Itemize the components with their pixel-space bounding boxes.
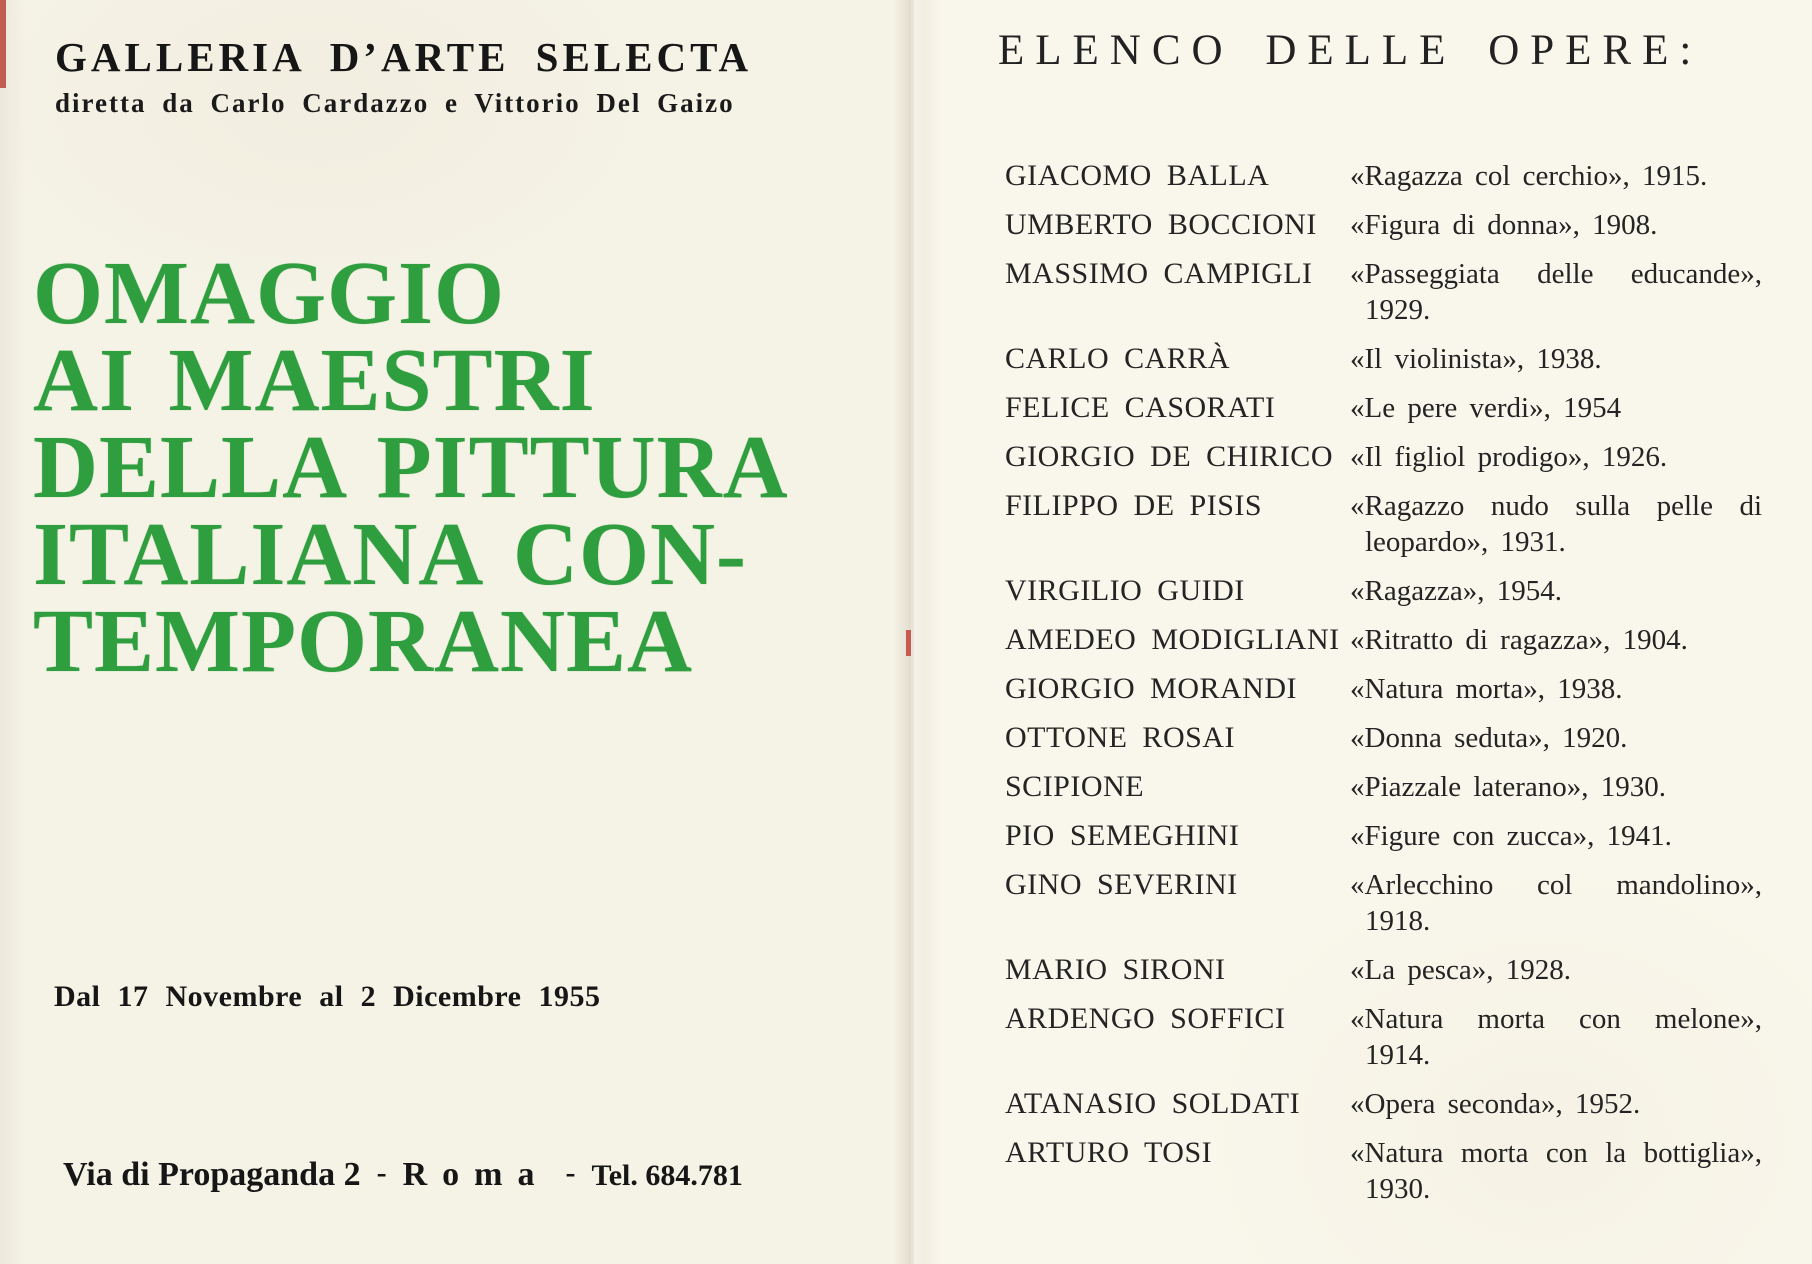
work-title: «Natura morta con melone», 1914. [1350,1003,1762,1071]
address-separator: - [565,1156,576,1189]
work-title: «Opera seconda», 1952. [1350,1088,1641,1120]
work-row [1005,867,1777,939]
work-artist: GIACOMO BALLA [1005,159,1270,192]
work-title: «Figure con zucca», 1941. [1350,820,1672,852]
work-row [1005,769,1777,805]
work-title: «Le pere verdi», 1954 [1350,392,1622,424]
work-title: «Piazzale laterano», 1930. [1350,771,1666,803]
work-row [1005,158,1777,194]
work-row [1005,488,1777,560]
work-title: «Ragazza», 1954. [1350,575,1562,607]
exhibition-title-line: DELLA PITTURA [33,418,789,517]
work-title: «Ritratto di ragazza», 1904. [1350,624,1688,656]
work-title: «Natura morta», 1938. [1350,673,1623,705]
work-title: «Il figliol prodigo», 1926. [1350,441,1668,473]
work-artist: PIO SEMEGHINI [1005,819,1240,852]
work-row [1005,818,1777,854]
work-artist: GIORGIO MORANDI [1005,672,1297,705]
work-row [1005,1086,1777,1122]
works-list-heading: ELENCO DELLE OPERE: [998,27,1703,74]
gallery-name: GALLERIA D’ARTE SELECTA [55,34,753,80]
work-artist: GIORGIO DE CHIRICO [1005,440,1333,473]
work-title: «Arlecchino col mandolino», 1918. [1350,869,1762,937]
work-artist: VIRGILIO GUIDI [1005,574,1245,607]
work-title: «Figura di donna», 1908. [1350,209,1658,241]
work-title: «La pesca», 1928. [1350,954,1571,986]
work-artist: OTTONE ROSAI [1005,721,1235,754]
work-artist: ARTURO TOSI [1005,1136,1213,1169]
work-title: «Il violinista», 1938. [1350,343,1602,375]
exhibition-title-line: TEMPORANEA [33,592,693,691]
work-artist: MASSIMO CAMPIGLI [1005,257,1313,290]
work-row [1005,341,1777,377]
work-artist: FILIPPO DE PISIS [1005,489,1263,522]
address-street: Via di Propaganda 2 [63,1156,361,1193]
work-artist: ARDENGO SOFFICI [1005,1002,1286,1035]
work-title: «Natura morta con la bottiglia», 1930. [1350,1137,1762,1205]
work-row [1005,720,1777,756]
work-artist: AMEDEO MODIGLIANI [1005,623,1340,656]
work-row [1005,439,1777,475]
exhibition-title-line: OMAGGIO [33,244,505,343]
work-row [1005,390,1777,426]
exhibition-title-line: ITALIANA CON- [33,505,747,604]
works-list [1005,158,1777,1220]
work-title: «Donna seduta», 1920. [1350,722,1628,754]
address-city: Roma [402,1156,550,1193]
work-row [1005,622,1777,658]
work-row [1005,207,1777,243]
work-row [1005,1135,1777,1207]
work-title: «Ragazzo nudo sulla pelle di leopardo», 1931. [1350,490,1762,558]
work-row [1005,1001,1777,1073]
exhibition-dates: Dal 17 Novembre al 2 Dicembre 1955 [54,980,601,1013]
exhibition-title [33,244,789,691]
address-line [63,1156,743,1194]
exhibition-title-line: AI MAESTRI [33,331,596,430]
work-artist: ATANASIO SOLDATI [1005,1087,1301,1120]
work-artist: UMBERTO BOCCIONI [1005,208,1317,241]
work-row [1005,671,1777,707]
work-artist: FELICE CASORATI [1005,391,1276,424]
work-row [1005,256,1777,328]
page-right [912,0,1812,1264]
work-row [1005,952,1777,988]
scan-artifact [906,630,911,656]
work-artist: MARIO SIRONI [1005,953,1226,986]
scan-artifact [0,0,6,88]
address-phone: Tel. 684.781 [591,1159,743,1192]
directors-line: diretta da Carlo Cardazzo e Vittorio Del Gaizo [55,88,735,118]
work-artist: CARLO CARRÀ [1005,342,1231,375]
work-title: «Passeggiata delle educande», 1929. [1350,258,1762,326]
address-separator: - [376,1156,387,1189]
work-artist: SCIPIONE [1005,770,1145,803]
work-title: «Ragazza col cerchio», 1915. [1350,160,1708,192]
work-artist: GINO SEVERINI [1005,868,1238,901]
work-row [1005,573,1777,609]
